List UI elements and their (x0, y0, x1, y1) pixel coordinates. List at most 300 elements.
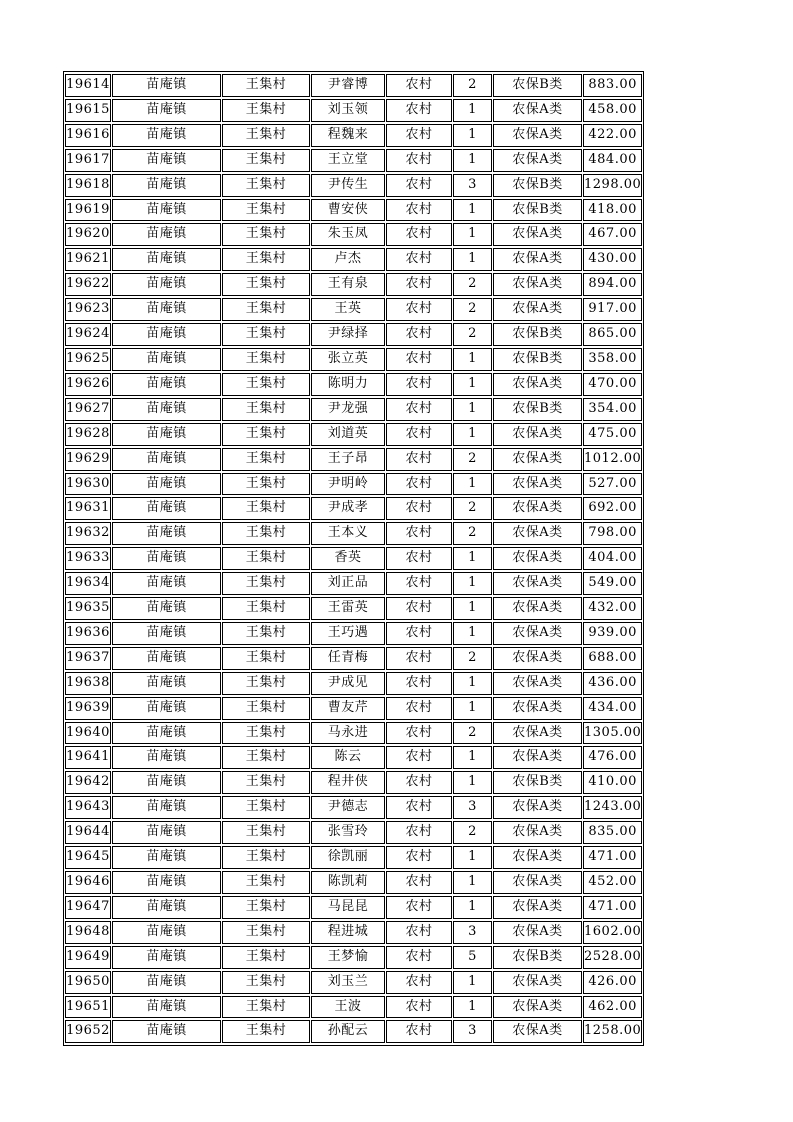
cell-record-id: 19638 (65, 672, 111, 695)
cell-amount: 1602.00 (583, 921, 642, 944)
cell-amount: 467.00 (583, 223, 642, 246)
cell-village: 王集村 (222, 199, 310, 222)
cell-village: 王集村 (222, 1020, 310, 1043)
cell-person-name: 曹安侠 (311, 199, 385, 222)
cell-residence-type: 农村 (386, 1020, 452, 1043)
table-row (65, 597, 642, 620)
cell-person-name: 卢杰 (311, 248, 385, 271)
cell-household-count: 1 (453, 348, 492, 371)
cell-insurance-class: 农保B类 (493, 174, 582, 197)
cell-insurance-class: 农保A类 (493, 796, 582, 819)
cell-record-id: 19652 (65, 1020, 111, 1043)
cell-person-name: 尹睿博 (311, 74, 385, 97)
cell-amount: 462.00 (583, 996, 642, 1019)
cell-insurance-class: 农保B类 (493, 398, 582, 421)
table-row (65, 622, 642, 645)
cell-residence-type: 农村 (386, 273, 452, 296)
cell-household-count: 1 (453, 423, 492, 446)
table-row (65, 323, 642, 346)
cell-household-count: 1 (453, 572, 492, 595)
cell-residence-type: 农村 (386, 199, 452, 222)
cell-person-name: 陈凯莉 (311, 871, 385, 894)
cell-amount: 1243.00 (583, 796, 642, 819)
cell-person-name: 王梦愉 (311, 946, 385, 969)
cell-village: 王集村 (222, 273, 310, 296)
cell-village: 王集村 (222, 572, 310, 595)
table-row (65, 672, 642, 695)
cell-record-id: 19619 (65, 199, 111, 222)
cell-village: 王集村 (222, 821, 310, 844)
table-row (65, 423, 642, 446)
table-row (65, 74, 642, 97)
cell-town: 苗庵镇 (112, 971, 221, 994)
cell-amount: 549.00 (583, 572, 642, 595)
cell-record-id: 19635 (65, 597, 111, 620)
cell-town: 苗庵镇 (112, 298, 221, 321)
cell-person-name: 香英 (311, 547, 385, 570)
cell-village: 王集村 (222, 672, 310, 695)
cell-record-id: 19650 (65, 971, 111, 994)
cell-town: 苗庵镇 (112, 572, 221, 595)
cell-amount: 475.00 (583, 423, 642, 446)
cell-record-id: 19644 (65, 821, 111, 844)
cell-amount: 939.00 (583, 622, 642, 645)
cell-household-count: 1 (453, 622, 492, 645)
cell-village: 王集村 (222, 448, 310, 471)
cell-person-name: 王有泉 (311, 273, 385, 296)
cell-insurance-class: 农保A类 (493, 298, 582, 321)
cell-residence-type: 农村 (386, 423, 452, 446)
cell-insurance-class: 农保B类 (493, 771, 582, 794)
cell-village: 王集村 (222, 149, 310, 172)
table-row (65, 796, 642, 819)
cell-household-count: 1 (453, 597, 492, 620)
cell-person-name: 王子昂 (311, 448, 385, 471)
cell-record-id: 19633 (65, 547, 111, 570)
cell-amount: 883.00 (583, 74, 642, 97)
cell-village: 王集村 (222, 946, 310, 969)
cell-household-count: 1 (453, 99, 492, 122)
cell-household-count: 1 (453, 398, 492, 421)
cell-person-name: 尹明岭 (311, 473, 385, 496)
cell-household-count: 2 (453, 323, 492, 346)
cell-residence-type: 农村 (386, 921, 452, 944)
cell-residence-type: 农村 (386, 622, 452, 645)
cell-insurance-class: 农保A类 (493, 572, 582, 595)
cell-person-name: 曹友芹 (311, 697, 385, 720)
cell-town: 苗庵镇 (112, 448, 221, 471)
cell-record-id: 19636 (65, 622, 111, 645)
table-row (65, 996, 642, 1019)
cell-residence-type: 农村 (386, 473, 452, 496)
table-row (65, 896, 642, 919)
cell-insurance-class: 农保A类 (493, 1020, 582, 1043)
cell-record-id: 19614 (65, 74, 111, 97)
table-row (65, 771, 642, 794)
cell-household-count: 1 (453, 746, 492, 769)
table-row (65, 697, 642, 720)
cell-amount: 865.00 (583, 323, 642, 346)
cell-person-name: 王波 (311, 996, 385, 1019)
cell-town: 苗庵镇 (112, 398, 221, 421)
cell-amount: 798.00 (583, 522, 642, 545)
cell-town: 苗庵镇 (112, 896, 221, 919)
cell-town: 苗庵镇 (112, 74, 221, 97)
cell-residence-type: 农村 (386, 896, 452, 919)
cell-town: 苗庵镇 (112, 746, 221, 769)
table-row (65, 946, 642, 969)
cell-village: 王集村 (222, 348, 310, 371)
cell-insurance-class: 农保A类 (493, 522, 582, 545)
cell-insurance-class: 农保A类 (493, 597, 582, 620)
cell-insurance-class: 农保B类 (493, 199, 582, 222)
cell-record-id: 19640 (65, 722, 111, 745)
cell-household-count: 1 (453, 771, 492, 794)
cell-person-name: 任青梅 (311, 647, 385, 670)
cell-record-id: 19641 (65, 746, 111, 769)
cell-person-name: 陈明力 (311, 373, 385, 396)
cell-amount: 1012.00 (583, 448, 642, 471)
cell-amount: 692.00 (583, 497, 642, 520)
cell-person-name: 马昆昆 (311, 896, 385, 919)
cell-town: 苗庵镇 (112, 846, 221, 869)
cell-village: 王集村 (222, 99, 310, 122)
cell-household-count: 1 (453, 971, 492, 994)
cell-town: 苗庵镇 (112, 672, 221, 695)
cell-insurance-class: 农保B类 (493, 946, 582, 969)
cell-household-count: 2 (453, 522, 492, 545)
cell-household-count: 2 (453, 722, 492, 745)
cell-residence-type: 农村 (386, 74, 452, 97)
cell-residence-type: 农村 (386, 697, 452, 720)
cell-insurance-class: 农保A类 (493, 423, 582, 446)
table-row (65, 248, 642, 271)
cell-village: 王集村 (222, 896, 310, 919)
cell-town: 苗庵镇 (112, 273, 221, 296)
table-row (65, 572, 642, 595)
cell-record-id: 19647 (65, 896, 111, 919)
cell-insurance-class: 农保A类 (493, 547, 582, 570)
cell-residence-type: 农村 (386, 124, 452, 147)
cell-household-count: 1 (453, 223, 492, 246)
cell-record-id: 19632 (65, 522, 111, 545)
cell-town: 苗庵镇 (112, 647, 221, 670)
cell-amount: 422.00 (583, 124, 642, 147)
cell-person-name: 尹成孝 (311, 497, 385, 520)
cell-insurance-class: 农保A类 (493, 697, 582, 720)
cell-amount: 452.00 (583, 871, 642, 894)
cell-person-name: 陈云 (311, 746, 385, 769)
cell-amount: 1305.00 (583, 722, 642, 745)
cell-insurance-class: 农保B类 (493, 348, 582, 371)
cell-person-name: 刘玉领 (311, 99, 385, 122)
cell-amount: 471.00 (583, 846, 642, 869)
cell-insurance-class: 农保A类 (493, 672, 582, 695)
table-row (65, 298, 642, 321)
cell-town: 苗庵镇 (112, 223, 221, 246)
table-row (65, 348, 642, 371)
cell-insurance-class: 农保A类 (493, 99, 582, 122)
cell-insurance-class: 农保A类 (493, 647, 582, 670)
table-row (65, 199, 642, 222)
cell-amount: 894.00 (583, 273, 642, 296)
table-row (65, 971, 642, 994)
cell-residence-type: 农村 (386, 448, 452, 471)
cell-amount: 835.00 (583, 821, 642, 844)
table-row (65, 497, 642, 520)
cell-town: 苗庵镇 (112, 946, 221, 969)
cell-town: 苗庵镇 (112, 1020, 221, 1043)
cell-residence-type: 农村 (386, 522, 452, 545)
cell-household-count: 1 (453, 547, 492, 570)
cell-town: 苗庵镇 (112, 423, 221, 446)
cell-insurance-class: 农保A类 (493, 273, 582, 296)
cell-record-id: 19645 (65, 846, 111, 869)
cell-residence-type: 农村 (386, 597, 452, 620)
cell-household-count: 1 (453, 697, 492, 720)
cell-insurance-class: 农保A类 (493, 448, 582, 471)
cell-town: 苗庵镇 (112, 697, 221, 720)
cell-household-count: 2 (453, 448, 492, 471)
table-row (65, 921, 642, 944)
cell-residence-type: 农村 (386, 398, 452, 421)
cell-person-name: 马永进 (311, 722, 385, 745)
cell-residence-type: 农村 (386, 871, 452, 894)
cell-residence-type: 农村 (386, 547, 452, 570)
table-row (65, 174, 642, 197)
cell-village: 王集村 (222, 223, 310, 246)
cell-insurance-class: 农保A类 (493, 248, 582, 271)
cell-amount: 426.00 (583, 971, 642, 994)
cell-amount: 1258.00 (583, 1020, 642, 1043)
cell-household-count: 3 (453, 921, 492, 944)
cell-amount: 527.00 (583, 473, 642, 496)
cell-record-id: 19621 (65, 248, 111, 271)
cell-record-id: 19648 (65, 921, 111, 944)
cell-residence-type: 农村 (386, 746, 452, 769)
table-row (65, 124, 642, 147)
cell-record-id: 19623 (65, 298, 111, 321)
cell-town: 苗庵镇 (112, 796, 221, 819)
cell-household-count: 1 (453, 124, 492, 147)
cell-residence-type: 农村 (386, 796, 452, 819)
cell-amount: 470.00 (583, 373, 642, 396)
cell-household-count: 2 (453, 647, 492, 670)
cell-village: 王集村 (222, 248, 310, 271)
cell-town: 苗庵镇 (112, 622, 221, 645)
cell-amount: 358.00 (583, 348, 642, 371)
cell-village: 王集村 (222, 771, 310, 794)
cell-insurance-class: 农保A类 (493, 722, 582, 745)
cell-household-count: 1 (453, 199, 492, 222)
cell-town: 苗庵镇 (112, 124, 221, 147)
cell-amount: 917.00 (583, 298, 642, 321)
cell-village: 王集村 (222, 473, 310, 496)
cell-insurance-class: 农保A类 (493, 373, 582, 396)
cell-person-name: 徐凯丽 (311, 846, 385, 869)
cell-record-id: 19637 (65, 647, 111, 670)
cell-record-id: 19646 (65, 871, 111, 894)
cell-residence-type: 农村 (386, 149, 452, 172)
cell-town: 苗庵镇 (112, 473, 221, 496)
cell-village: 王集村 (222, 921, 310, 944)
cell-person-name: 王巧遇 (311, 622, 385, 645)
cell-record-id: 19642 (65, 771, 111, 794)
cell-residence-type: 农村 (386, 971, 452, 994)
cell-record-id: 19615 (65, 99, 111, 122)
cell-amount: 404.00 (583, 547, 642, 570)
cell-insurance-class: 农保B类 (493, 74, 582, 97)
cell-town: 苗庵镇 (112, 149, 221, 172)
cell-record-id: 19620 (65, 223, 111, 246)
cell-record-id: 19622 (65, 273, 111, 296)
cell-household-count: 1 (453, 373, 492, 396)
cell-town: 苗庵镇 (112, 522, 221, 545)
cell-person-name: 程进城 (311, 921, 385, 944)
cell-insurance-class: 农保A类 (493, 921, 582, 944)
cell-town: 苗庵镇 (112, 323, 221, 346)
cell-village: 王集村 (222, 174, 310, 197)
cell-residence-type: 农村 (386, 323, 452, 346)
cell-insurance-class: 农保A类 (493, 622, 582, 645)
cell-residence-type: 农村 (386, 821, 452, 844)
cell-town: 苗庵镇 (112, 921, 221, 944)
cell-record-id: 19649 (65, 946, 111, 969)
cell-household-count: 1 (453, 896, 492, 919)
cell-town: 苗庵镇 (112, 597, 221, 620)
cell-person-name: 刘玉兰 (311, 971, 385, 994)
cell-village: 王集村 (222, 846, 310, 869)
table-row (65, 821, 642, 844)
cell-insurance-class: 农保A类 (493, 149, 582, 172)
cell-household-count: 1 (453, 473, 492, 496)
table-body (65, 74, 642, 1043)
table-row (65, 99, 642, 122)
cell-residence-type: 农村 (386, 771, 452, 794)
cell-village: 王集村 (222, 722, 310, 745)
table-row (65, 448, 642, 471)
cell-insurance-class: 农保A类 (493, 746, 582, 769)
cell-record-id: 19625 (65, 348, 111, 371)
cell-village: 王集村 (222, 871, 310, 894)
cell-record-id: 19651 (65, 996, 111, 1019)
cell-amount: 1298.00 (583, 174, 642, 197)
table-row (65, 373, 642, 396)
cell-town: 苗庵镇 (112, 174, 221, 197)
cell-village: 王集村 (222, 522, 310, 545)
cell-person-name: 王本义 (311, 522, 385, 545)
cell-household-count: 1 (453, 149, 492, 172)
cell-insurance-class: 农保B类 (493, 323, 582, 346)
cell-village: 王集村 (222, 622, 310, 645)
cell-village: 王集村 (222, 398, 310, 421)
cell-household-count: 3 (453, 1020, 492, 1043)
table-row (65, 473, 642, 496)
cell-household-count: 3 (453, 796, 492, 819)
cell-residence-type: 农村 (386, 946, 452, 969)
cell-household-count: 5 (453, 946, 492, 969)
cell-town: 苗庵镇 (112, 771, 221, 794)
cell-village: 王集村 (222, 597, 310, 620)
cell-household-count: 2 (453, 497, 492, 520)
cell-person-name: 尹德志 (311, 796, 385, 819)
cell-village: 王集村 (222, 547, 310, 570)
cell-amount: 354.00 (583, 398, 642, 421)
cell-person-name: 朱玉凤 (311, 223, 385, 246)
cell-amount: 476.00 (583, 746, 642, 769)
benefits-table (63, 71, 644, 1046)
cell-town: 苗庵镇 (112, 497, 221, 520)
cell-record-id: 19627 (65, 398, 111, 421)
cell-person-name: 程魏来 (311, 124, 385, 147)
cell-village: 王集村 (222, 298, 310, 321)
cell-village: 王集村 (222, 697, 310, 720)
cell-insurance-class: 农保A类 (493, 473, 582, 496)
cell-household-count: 2 (453, 298, 492, 321)
cell-household-count: 1 (453, 672, 492, 695)
cell-amount: 484.00 (583, 149, 642, 172)
cell-record-id: 19626 (65, 373, 111, 396)
cell-person-name: 王立堂 (311, 149, 385, 172)
cell-village: 王集村 (222, 497, 310, 520)
cell-amount: 430.00 (583, 248, 642, 271)
cell-town: 苗庵镇 (112, 547, 221, 570)
cell-amount: 432.00 (583, 597, 642, 620)
cell-residence-type: 农村 (386, 248, 452, 271)
cell-village: 王集村 (222, 74, 310, 97)
cell-household-count: 2 (453, 821, 492, 844)
cell-amount: 410.00 (583, 771, 642, 794)
cell-household-count: 1 (453, 846, 492, 869)
cell-person-name: 孙配云 (311, 1020, 385, 1043)
cell-residence-type: 农村 (386, 722, 452, 745)
cell-town: 苗庵镇 (112, 821, 221, 844)
cell-person-name: 程井侠 (311, 771, 385, 794)
cell-town: 苗庵镇 (112, 248, 221, 271)
cell-person-name: 王英 (311, 298, 385, 321)
cell-village: 王集村 (222, 423, 310, 446)
table-row (65, 647, 642, 670)
cell-insurance-class: 农保A类 (493, 871, 582, 894)
table-row (65, 1020, 642, 1043)
table-row (65, 398, 642, 421)
cell-person-name: 张立英 (311, 348, 385, 371)
cell-amount: 2528.00 (583, 946, 642, 969)
cell-amount: 688.00 (583, 647, 642, 670)
cell-residence-type: 农村 (386, 298, 452, 321)
cell-residence-type: 农村 (386, 348, 452, 371)
cell-amount: 434.00 (583, 697, 642, 720)
cell-residence-type: 农村 (386, 672, 452, 695)
cell-amount: 471.00 (583, 896, 642, 919)
cell-residence-type: 农村 (386, 846, 452, 869)
table-row (65, 223, 642, 246)
cell-village: 王集村 (222, 746, 310, 769)
cell-insurance-class: 农保A类 (493, 846, 582, 869)
cell-village: 王集村 (222, 996, 310, 1019)
cell-insurance-class: 农保A类 (493, 971, 582, 994)
cell-village: 王集村 (222, 124, 310, 147)
cell-town: 苗庵镇 (112, 996, 221, 1019)
cell-record-id: 19629 (65, 448, 111, 471)
cell-household-count: 1 (453, 871, 492, 894)
cell-town: 苗庵镇 (112, 373, 221, 396)
cell-household-count: 1 (453, 248, 492, 271)
cell-person-name: 尹传生 (311, 174, 385, 197)
cell-insurance-class: 农保A类 (493, 821, 582, 844)
cell-residence-type: 农村 (386, 373, 452, 396)
cell-insurance-class: 农保A类 (493, 124, 582, 147)
